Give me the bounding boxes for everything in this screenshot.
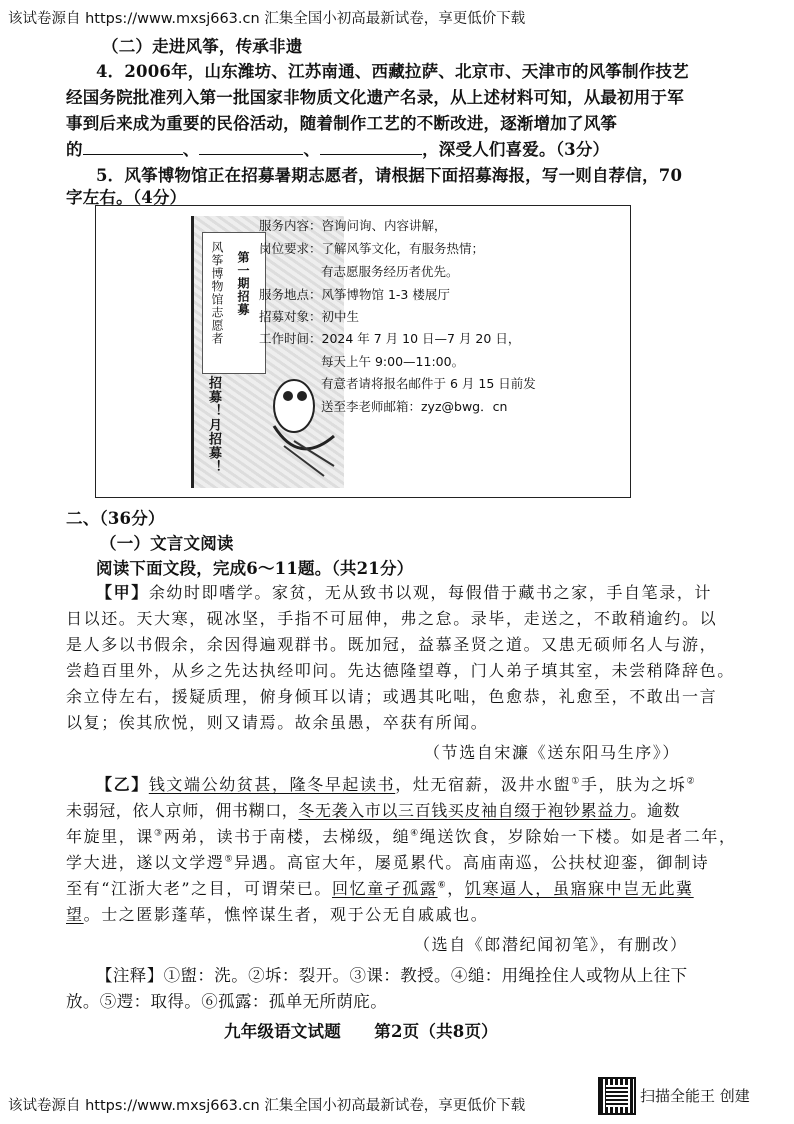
- poster-work-time-cont: 每天上午 9:00—11:00。: [321, 354, 465, 369]
- source-banner-bottom: 该试卷源自 https://www.mxsj663.cn 汇集全国小初高最新试卷，享更低价下载: [8, 1098, 526, 1114]
- question-4-line: 事到后来成为重要的民俗活动，随着制作工艺的不断改进，逐渐增加了风筝: [66, 114, 618, 133]
- question-4-answer-line: 的 、 、 ，深受人们喜爱。（3分）: [66, 140, 610, 159]
- section-heading-classical: （一）文言文阅读: [100, 534, 234, 553]
- annotation-line: 放。⑤遌：取得。⑥孤露：孤单无所荫庇。: [66, 992, 388, 1011]
- source-banner-top: 该试卷源自 https://www.mxsj663.cn 汇集全国小初高最新试卷，享更低价下载: [8, 11, 526, 27]
- scanner-watermark: 扫描全能王 创建: [640, 1087, 750, 1105]
- answer-blank[interactable]: [320, 140, 422, 155]
- poster-target: 招募对象：初中生: [259, 309, 360, 324]
- question-5-line: 5．风筝博物馆正在招募暑期志愿者，请根据下面招募海报，写一则自荐信，70: [96, 166, 683, 185]
- passage-jia-line: 是人多以书假余，余因得遍观群书。既加冠，益慕圣贤之道。又患无硕师名人与游，: [66, 635, 718, 654]
- poster-work-time: 工作时间：2024 年 7 月 10 日—7 月 20 日，: [259, 331, 521, 346]
- poster-image-subtitle: 第一期招募: [236, 251, 250, 316]
- answer-blank[interactable]: [199, 140, 303, 155]
- question-5-line: 字左右。（4分）: [66, 188, 187, 207]
- poster-service-content: 服务内容：咨询问询、内容讲解，: [259, 218, 447, 233]
- page-footer: 九年级语文试题 第2页（共8页）: [224, 1022, 498, 1041]
- passage-yi-line: 年旋里，课③两弟，读书于南楼，去梯级，缒④绳送饮食，岁除始一下楼。如是者二年，: [66, 827, 737, 846]
- passage-jia-line: 尝趋百里外，从乡之先达执经叩问。先达德隆望尊，门人弟子填其室，未尝稍降辞色。: [66, 661, 735, 680]
- poster-image-bottom-text: 招募！月招募！: [206, 376, 221, 474]
- annotation-line: 【注释】①盥：洗。②坼：裂开。③课：教授。④缒：用绳拴住人或物从上往下: [96, 966, 688, 985]
- section-heading-two: 二、（36分）: [66, 509, 165, 528]
- reading-instruction: 阅读下面文段，完成6～11题。（共21分）: [96, 559, 414, 578]
- passage-yi-line: 望。士之匿影蓬荜，憔悴谋生者，观于公无自戚戚也。: [66, 905, 489, 924]
- passage-yi-line: 至有“江浙大老”之目，可谓荣已。回忆童孑孤露⑥，饥寒逼人，虽寤寐中岂无此冀: [66, 879, 694, 898]
- recruitment-poster: [95, 205, 631, 498]
- question-4-line: 经国务院批准列入第一批国家非物质文化遗产名录，从上述材料可知，从最初用于军: [66, 88, 684, 107]
- passage-jia-line: 以复；俟其欣悦，则又请焉。故余虽愚，卒获有所闻。: [66, 713, 489, 732]
- poster-image-title: 风筝博物馆志愿者: [210, 241, 224, 345]
- poster-location: 服务地点：风筝博物馆 1-3 楼展厅: [259, 287, 450, 302]
- passage-jia-line: 【甲】余幼时即嗜学。家贫，无从致书以观，每假借于藏书之家，手自笔录，计: [96, 583, 713, 602]
- passage-jia-line: 日以还。天大寒，砚冰坚，手指不可屈伸，弗之怠。录毕，走送之，不敢稍逾约。以: [66, 609, 718, 628]
- poster-title-label: [202, 232, 266, 374]
- poster-apply-email: 送至李老师邮箱：zyz@bwg．cn: [321, 399, 508, 414]
- question-4-line: 4．2006年，山东潍坊、江苏南通、西藏拉萨、北京市、天津市的风筝制作技艺: [96, 62, 689, 81]
- poster-apply: 有意者请将报名邮件于 6 月 15 日前发: [321, 376, 536, 391]
- passage-jia-line: 余立侍左右，援疑质理，俯身倾耳以请；或遇其叱咄，色愈恭，礼愈至，不敢出一言: [66, 687, 718, 706]
- poster-requirement-cont: 有志愿服务经历者优先。: [321, 264, 459, 279]
- passage-jia-source: （节选自宋濂《送东阳马生序》）: [424, 743, 681, 762]
- passage-yi-source: （选自《郎潜纪闻初笔》，有删改）: [414, 935, 688, 954]
- poster-requirement: 岗位要求：了解风筝文化，有服务热情；: [259, 241, 485, 256]
- answer-blank[interactable]: [83, 140, 183, 155]
- section-heading-kite: （二）走进风筝，传承非遗: [102, 37, 303, 56]
- qr-code-icon: [598, 1077, 636, 1115]
- passage-yi-line: 学大进，遂以文学遌⑤异遇。高宦大年，屡觅累代。高庙南巡，公扶杖迎銮，御制诗: [66, 853, 710, 872]
- passage-yi-line: 未弱冠，依人京师，佣书糊口，冬无袭入市以三百钱买皮袖自缀于袍钞累益力。逾数: [66, 801, 681, 820]
- passage-yi-line: 【乙】钱文端公幼贫甚，隆冬早起读书，灶无宿薪，汲井水盥①手，肤为之坼②: [96, 775, 697, 794]
